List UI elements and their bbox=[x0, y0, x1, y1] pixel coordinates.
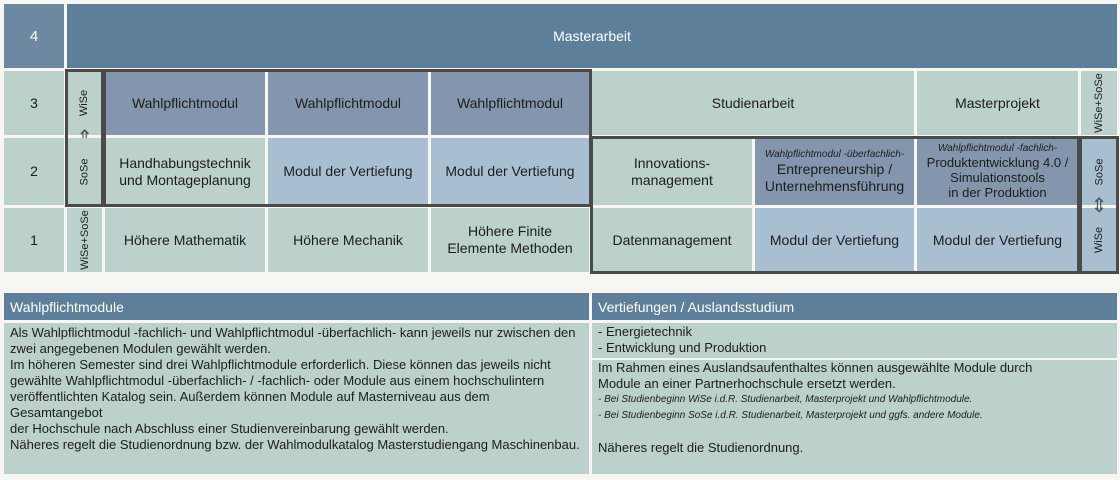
auslandsstudium-panel bbox=[592, 360, 1117, 474]
wise-sose-label-right: WiSe+SoSe bbox=[1081, 71, 1117, 135]
vertiefungen-panel-title: Vertiefungen / Auslandsstudium bbox=[592, 293, 1117, 320]
semester-number-2: 2 bbox=[4, 138, 64, 205]
masterprojekt-cell: Masterprojekt bbox=[917, 71, 1078, 135]
wise-sose-label-left: WiSe+SoSe bbox=[67, 208, 102, 272]
sose-label-right: SoSe bbox=[1081, 138, 1117, 205]
semester-number-1: 1 bbox=[4, 208, 64, 272]
hoehere-mathematik-cell: Höhere Mathematik bbox=[105, 208, 265, 272]
vertiefung-option: - Energietechnik bbox=[598, 324, 692, 339]
auslands-note: - Bei Studienbeginn WiSe i.d.R. Studienarbeit, Masterprojekt und Wahlpflichtmodule. bbox=[598, 394, 973, 405]
vertiefung-cell-row1-1: Modul der Vertiefung bbox=[755, 208, 914, 272]
sose-label-left: SoSe bbox=[67, 138, 102, 205]
wahlpflicht-text-line: zwei angegebenen Modulen gewählt werden. bbox=[10, 341, 271, 356]
vertiefung-cell-row2-2: Modul der Vertiefung bbox=[431, 138, 589, 205]
auslands-text-line: Im Rahmen eines Auslandsaufenthaltes können ausgewählte Module durch bbox=[598, 360, 1033, 375]
wise-label-left: WiSe bbox=[67, 71, 102, 135]
produktentwicklung-cell: Wahlpflichtmodul -fachlich- Produktentwicklung 4.0 / Simulationstools in der Produktion bbox=[917, 138, 1078, 205]
datenmanagement-cell: Datenmanagement bbox=[592, 208, 752, 272]
vertiefung-cell-row1-2: Modul der Vertiefung bbox=[917, 208, 1078, 272]
masterarbeit-cell: Masterarbeit bbox=[67, 4, 1117, 68]
studienarbeit-cell: Studienarbeit bbox=[592, 71, 914, 135]
semester-number-4: 4 bbox=[4, 4, 64, 68]
wahlpflicht-text-line: gewählte Wahlpflichtmodul -überfachlich- / -fachlich- oder Module aus einem hochschulintern bbox=[10, 373, 545, 388]
semester-number-3: 3 bbox=[4, 71, 64, 135]
vertiefungen-options-panel bbox=[592, 323, 1117, 358]
wahlpflicht-text-line: Näheres regelt die Studienordnung bzw. der Wahlmodulkatalog Masterstudiengang Maschinenbau. bbox=[10, 437, 580, 452]
wahlpflicht-text-line: veröffentlichten Katalog sein. Außerdem können Module auf Masterniveau aus dem Gesamtangebot bbox=[10, 389, 490, 420]
handhabungstechnik-cell: Handhabungstechnik und Montageplanung bbox=[105, 138, 265, 205]
entrepreneurship-cell: Wahlpflichtmodul -überfachlich- Entrepreneurship / Unternehmensführung bbox=[755, 138, 914, 205]
auslands-text-line: Module an einer Partnerhochschule ersetzt werden. bbox=[598, 376, 896, 391]
wahlpflichtmodule-panel-title: Wahlpflichtmodule bbox=[4, 293, 589, 320]
wahlpflichtmodule-panel bbox=[4, 323, 589, 474]
wahlpflichtmodul-cell-3: Wahlpflichtmodul bbox=[431, 71, 589, 135]
finite-elemente-cell: Höhere Finite Elemente Methoden bbox=[431, 208, 589, 272]
wahlpflicht-text-line: Im höheren Semester sind drei Wahlpflichtmodule erforderlich. Diese können das jeweils nicht bbox=[10, 357, 551, 372]
wahlpflicht-text-line: Als Wahlpflichtmodul -fachlich- und Wahlpflichtmodul -überfachlich- kann jeweils nur zwischen den bbox=[10, 325, 576, 340]
hoehere-mechanik-cell: Höhere Mechanik bbox=[268, 208, 428, 272]
auslands-spacer bbox=[598, 424, 1111, 440]
vertiefung-cell-row2-1: Modul der Vertiefung bbox=[268, 138, 428, 205]
vertiefung-option: - Entwicklung und Produktion bbox=[598, 340, 767, 355]
wise-label-right: WiSe bbox=[1081, 208, 1117, 272]
semester-switch-arrow-right bbox=[1081, 186, 1117, 226]
auslands-footer: Näheres regelt die Studienordnung. bbox=[598, 440, 804, 455]
wahlpflichtmodul-cell-2: Wahlpflichtmodul bbox=[268, 71, 428, 135]
double-arrow-icon: ⇕ bbox=[1090, 195, 1108, 217]
wahlpflichtmodul-cell-1: Wahlpflichtmodul bbox=[105, 71, 265, 135]
innovationsmanagement-cell: Innovations- management bbox=[592, 138, 752, 205]
wahlpflicht-text-line: der Hochschule nach Abschluss einer Studienvereinbarung gewählt werden. bbox=[10, 421, 449, 436]
auslands-note: - Bei Studienbeginn SoSe i.d.R. Studienarbeit, Masterprojekt und ggfs. andere Module. bbox=[598, 410, 983, 421]
